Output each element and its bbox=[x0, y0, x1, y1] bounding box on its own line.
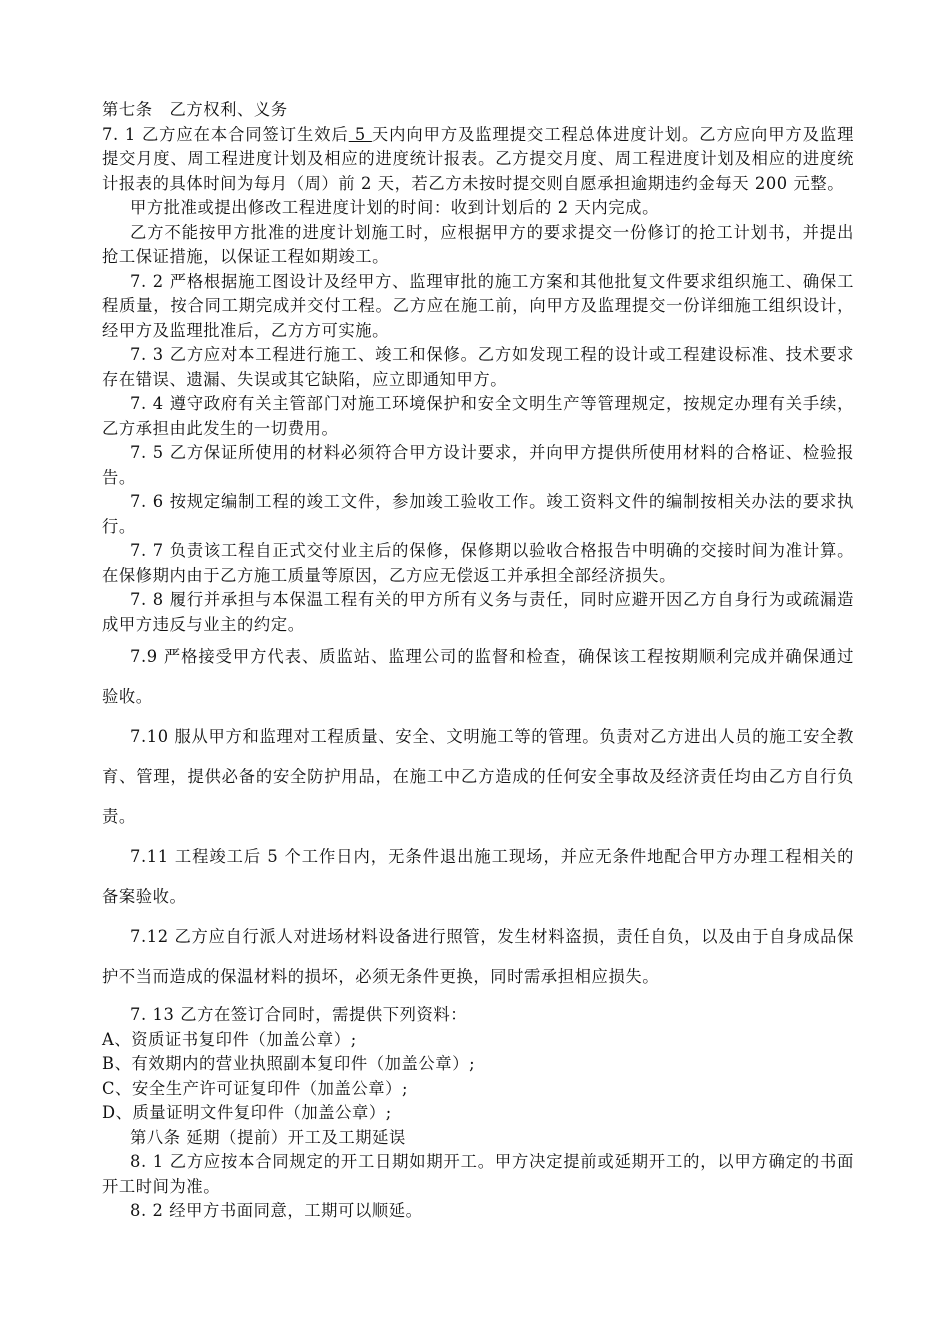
clause-7-6: 7. 6 按规定编制工程的竣工文件，参加竣工验收工作。竣工资料文件的编制按相关办法的要求执行。 bbox=[102, 492, 854, 536]
article-7-heading: 第七条 乙方权利、义务 bbox=[102, 100, 288, 119]
clause-7-11: 7.11 工程竣工后 5 个工作日内，无条件退出施工现场，并应无条件地配合甲方办理工程相关的备案验收。 bbox=[102, 847, 854, 906]
clause-7-1-start: 7. 1 乙方应在本合同签订生效后 bbox=[102, 124, 349, 144]
list-item: A、资质证书复印件（加盖公章）; bbox=[102, 1029, 357, 1049]
clause-7-1 bbox=[102, 123, 854, 197]
rush-plan: 乙方不能按甲方批准的进度计划施工时，应根据甲方的要求提交一份修订的抢工计划书，并提出抢工保证措施，以保证工程如期竣工。 bbox=[102, 222, 854, 266]
clause-7-10: 7.10 服从甲方和监理对工程质量、安全、文明施工等的管理。负责对乙方进出人员的施工安全教育、管理，提供必备的安全防护用品，在施工中乙方造成的任何安全事故及经济责任均由乙方自行负责。 bbox=[102, 727, 854, 826]
clause-7-4: 7. 4 遵守政府有关主管部门对施工环境保护和安全文明生产等管理规定，按规定办理有关手续，乙方承担由此发生的一切费用。 bbox=[102, 394, 854, 438]
clause-7-2: 7. 2 严格根据施工图设计及经甲方、监理审批的施工方案和其他批复文件要求组织施工、确保工程质量，按合同工期完成并交付工程。乙方应在施工前，向甲方及监理提交一份详细施工组织设计，经甲方及监理批准后，乙方方可实施。 bbox=[102, 271, 854, 340]
clause-7-5: 7. 5 乙方保证所使用的材料必须符合甲方设计要求，并向甲方提供所使用材料的合格证、检验报告。 bbox=[102, 443, 854, 487]
clause-7-9: 7.9 严格接受甲方代表、质监站、监理公司的监督和检查，确保该工程按期顺利完成并确保通过验收。 bbox=[102, 647, 854, 706]
article-8-heading: 第八条 延期（提前）开工及工期延误 bbox=[130, 1127, 406, 1147]
list-item: D、质量证明文件复印件（加盖公章）; bbox=[102, 1103, 392, 1122]
approval-time: 甲方批准或提出修改工程进度计划的时间：收到计划后的 2 天内完成。 bbox=[130, 198, 659, 217]
clause-8-1: 8. 1 乙方应按本合同规定的开工日期如期开工。甲方决定提前或延期开工的，以甲方确定的书面开工时间为准。 bbox=[102, 1152, 854, 1196]
clause-7-1-end: 天内向甲方及监理提交工程总体进度计划。乙方应向甲方及监理提交月度、周工程进度计划及相应的进度统计报表。乙方提交月度、周工程进度计划及相应的进度统计报表的具体时间为每月（周）前 2 天，若乙方未按时提交则自愿承担逾期违约金每天 200 元整。 bbox=[102, 124, 854, 193]
clause-7-3: 7. 3 乙方应对本工程进行施工、竣工和保修。乙方如发现工程的设计或工程建设标准、技术要求存在错误、遗漏、失误或其它缺陷，应立即通知甲方。 bbox=[102, 345, 854, 389]
clause-7-8: 7. 8 履行并承担与本保温工程有关的甲方所有义务与责任，同时应避开因乙方自身行为或疏漏造成甲方违反与业主的约定。 bbox=[102, 590, 854, 634]
clause-7-7: 7. 7 负责该工程自正式交付业主后的保修，保修期以验收合格报告中明确的交接时间为准计算。在保修期内由于乙方施工质量等原因，乙方应无偿返工并承担全部经济损失。 bbox=[102, 541, 854, 585]
submission-days: 5 bbox=[348, 124, 372, 144]
clause-7-13: 7. 13 乙方在签订合同时，需提供下列资料： bbox=[130, 1005, 468, 1024]
contract-page bbox=[102, 98, 854, 1224]
clause-8-2: 8. 2 经甲方书面同意，工期可以顺延。 bbox=[130, 1201, 423, 1220]
list-item: C、安全生产许可证复印件（加盖公章）; bbox=[102, 1078, 409, 1098]
list-item: B、有效期内的营业执照副本复印件（加盖公章）; bbox=[102, 1054, 476, 1073]
clause-7-12: 7.12 乙方应自行派人对进场材料设备进行照管，发生材料盗损，责任自负，以及由于自身成品保护不当而造成的保温材料的损坏，必须无条件更换，同时需承担相应损失。 bbox=[102, 927, 854, 986]
